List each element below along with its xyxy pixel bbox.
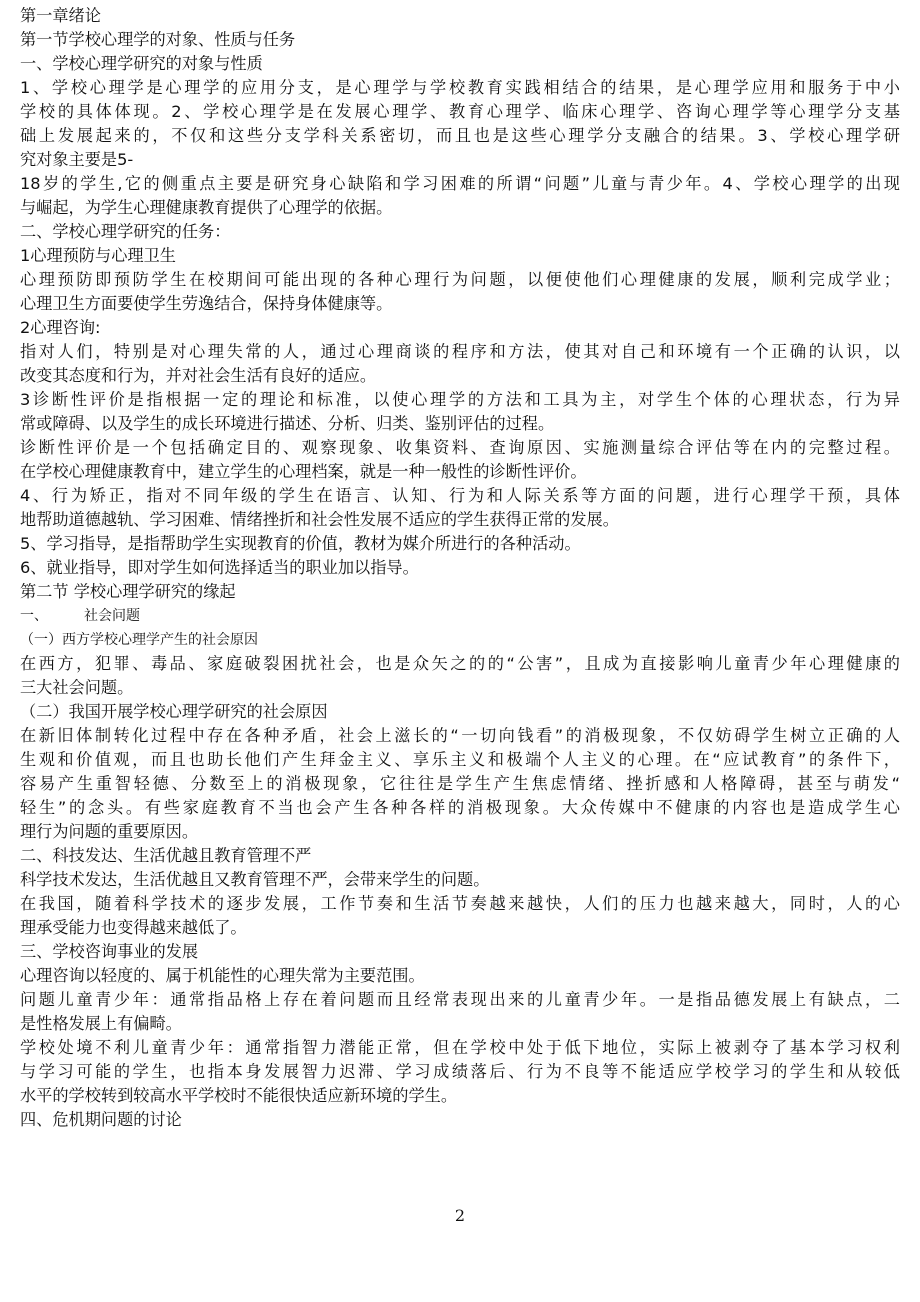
paragraph-line: 础上发展起来的，不仅和这些分支学科关系密切，而且也是这些心理学分支融合的结果。3、学校心理学研 [20,126,900,145]
heading-number: 一、 [20,608,48,624]
paragraph-line: 学校处境不利儿童青少年：通常指智力潜能正常，但在学校中处于低下地位，实际上被剥夺了基本学习权利 [20,1038,900,1057]
subheading: 1心理预防与心理卫生 [20,246,176,265]
paragraph-line: 心理咨询以轻度的、属于机能性的心理失常为主要范围。 [20,966,425,985]
paragraph-line: 科学技术发达，生活优越且又教育管理不严，会带来学生的问题。 [20,870,490,889]
heading-text: 社会问题 [84,608,140,624]
heading: 三、学校咨询事业的发展 [20,942,199,961]
paragraph-line: 三大社会问题。 [20,678,134,697]
paragraph-line: 在新旧体制转化过程中存在各种矛盾，社会上滋长的“一切向钱看”的消极现象，不仅妨碍学生树立正确的人 [20,726,900,745]
paragraph-line: 4、行为矫正，指对不同年级的学生在语言、认知、行为和人际关系等方面的问题，进行心理学干预，具体 [20,486,900,505]
heading: 二、科技发达、生活优越且教育管理不严 [20,846,312,865]
paragraph-line: 6、就业指导，即对学生如何选择适当的职业加以指导。 [20,558,419,577]
paragraph-line: 诊断性评价是一个包括确定目的、观察现象、收集资料、查询原因、实施测量综合评估等在内的完整过程。 [20,438,900,457]
paragraph-line: 容易产生重智轻德、分数至上的消极现象，它往往是学生产生焦虑情绪、挫折感和人格障碍，甚至与萌发“ [20,774,900,793]
paragraph-line: 理行为问题的重要原因。 [20,822,199,841]
paragraph-line: 指对人们，特别是对心理失常的人，通过心理商谈的程序和方法，使其对自己和环境有一个正确的认识，以 [20,342,900,361]
paragraph-line: 18岁的学生,它的侧重点主要是研究身心缺陷和学习困难的所谓“问题”儿童与青少年。4、学校心理学的出现 [20,174,900,193]
paragraph-line: 在西方，犯罪、毒品、家庭破裂困扰社会，也是众矢之的的“公害”，且成为直接影响儿童青少年心理健康的 [20,654,900,673]
paragraph-line: 究对象主要是5- [20,150,134,169]
paragraph-line: 3诊断性评价是指根据一定的理论和标准，以使心理学的方法和工具为主，对学生个体的心理状态，行为异 [20,390,900,409]
paragraph-line: 改变其态度和行为，并对社会生活有良好的适应。 [20,366,377,385]
subheading: 2心理咨询: [20,318,101,337]
paragraph-line: 1、学校心理学是心理学的应用分支，是心理学与学校教育实践相结合的结果，是心理学应用和服务于中小 [20,78,900,97]
section-title: 第二节 学校心理学研究的缘起 [20,582,236,601]
section-title: 第一节学校心理学的对象、性质与任务 [20,30,296,49]
paragraph-line: 学校的具体体现。2、学校心理学是在发展心理学、教育心理学、临床心理学、咨询心理学等心理学分支基 [20,102,900,121]
paragraph-line: 在学校心理健康教育中，建立学生的心理档案，就是一种一般性的诊断性评价。 [20,462,587,481]
heading: 二、学校心理学研究的任务： [20,222,231,241]
paragraph-line: 生观和价值观，而且也助长他们产生拜金主义、享乐主义和极端个人主义的心理。在“应试教育”的条件下， [20,750,900,769]
paragraph-line: 心理预防即预防学生在校期间可能出现的各种心理行为问题，以便使他们心理健康的发展，顺利完成学业； [20,270,900,289]
heading: 一、学校心理学研究的对象与性质 [20,54,263,73]
heading [20,604,900,628]
paragraph-line: 轻生”的念头。有些家庭教育不当也会产生各种各样的消极现象。大众传媒中不健康的内容也是造成学生心 [20,798,900,817]
subheading: （二）我国开展学校心理学研究的社会原因 [20,702,328,721]
paragraph-line: 心理卫生方面要使学生劳逸结合，保持身体健康等。 [20,294,393,313]
paragraph-line: 与崛起，为学生心理健康教育提供了心理学的依据。 [20,198,393,217]
paragraph-line: 问题儿童青少年：通常指品格上存在着问题而且经常表现出来的儿童青少年。一是指品德发展上有缺点，二 [20,990,900,1009]
page-number: 2 [454,1206,466,1225]
paragraph-line: 是性格发展上有偏畸。 [20,1014,182,1033]
paragraph-line: 与学习可能的学生，也指本身发展智力迟滞、学习成绩落后、行为不良等不能适应学校学习的学生和从较低 [20,1062,900,1081]
subheading: （一）西方学校心理学产生的社会原因 [20,632,258,648]
heading: 四、危机期问题的讨论 [20,1110,182,1129]
paragraph-line: 在我国，随着科学技术的逐步发展，工作节奏和生活节奏越来越快，人们的压力也越来越大，同时，人的心 [20,894,900,913]
paragraph-line: 5、学习指导，是指帮助学生实现教育的价值，教材为媒介所进行的各种活动。 [20,534,581,553]
paragraph-line: 水平的学校转到较高水平学校时不能很快适应新环境的学生。 [20,1086,458,1105]
chapter-title: 第一章绪论 [20,6,101,25]
paragraph-line: 地帮助道德越轨、学习困难、情绪挫折和社会性发展不适应的学生获得正常的发展。 [20,510,619,529]
paragraph-line: 理承受能力也变得越来越低了。 [20,918,247,937]
paragraph-line: 常或障碍、以及学生的成长环境进行描述、分析、归类、鉴别评估的过程。 [20,414,555,433]
